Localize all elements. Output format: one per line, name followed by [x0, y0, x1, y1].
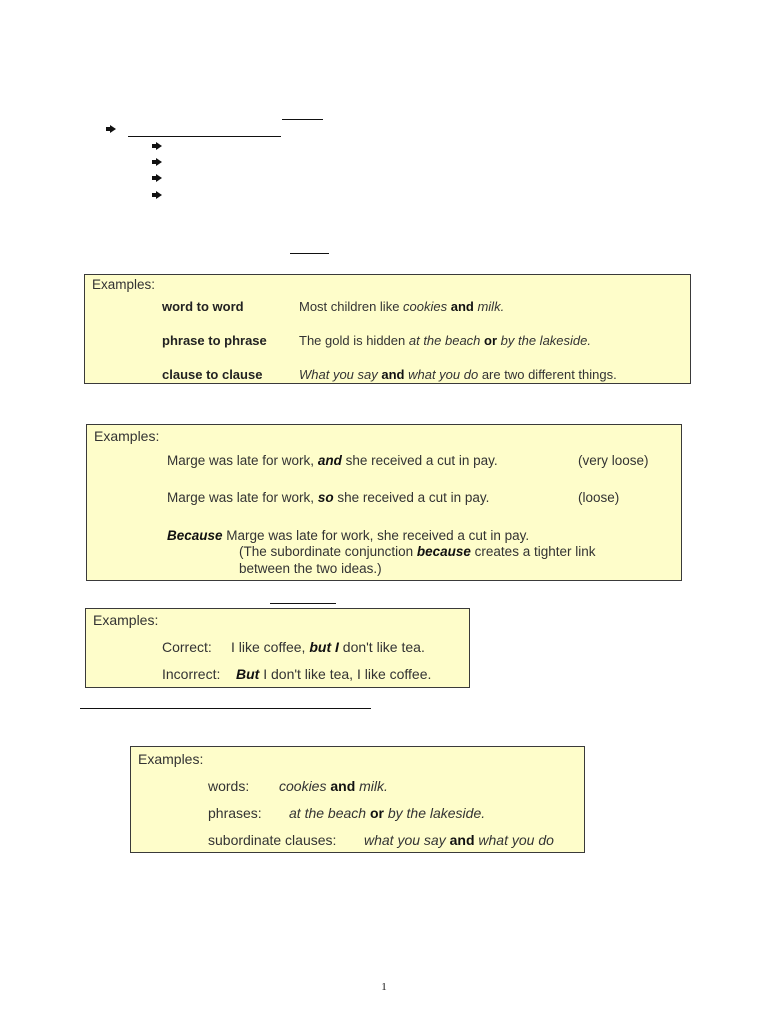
- heading-underline-1: [282, 119, 323, 120]
- example-sentence: What you say and what you do are two different things.: [299, 367, 617, 382]
- explanation-line: between the two ideas.): [239, 561, 382, 576]
- heading-underline-3: [270, 603, 336, 604]
- correct-label: Correct:: [162, 639, 212, 655]
- correct-example: I like coffee, but I don't like tea.: [231, 639, 425, 655]
- incorrect-example: But I don't like tea, I like coffee.: [236, 666, 432, 682]
- example-parallel: what you say and what you do: [364, 832, 554, 848]
- example-sentence: Marge was late for work, so she received a cut in pay.: [167, 490, 490, 505]
- sub-bullet-arrow-icon: [152, 174, 162, 182]
- example-parallel: cookies and milk.: [279, 778, 388, 794]
- example-sentence: The gold is hidden at the beach or by the lakeside.: [299, 333, 591, 348]
- heading-underline-2: [290, 253, 329, 254]
- looseness-note: (loose): [578, 490, 620, 505]
- examples-box-coordination: [84, 274, 691, 384]
- example-label: word to word: [162, 299, 244, 314]
- example-sentence: Marge was late for work, and she received a cut in pay.: [167, 453, 498, 468]
- sub-bullet-arrow-icon: [152, 191, 162, 199]
- example-label: phrase to phrase: [162, 333, 267, 348]
- examples-box-linking: [86, 424, 682, 581]
- explanation-line: (The subordinate conjunction because creates a tighter link: [239, 544, 596, 559]
- examples-header: Examples:: [93, 612, 159, 628]
- examples-header: Examples:: [92, 277, 156, 292]
- bullet-underline: [128, 136, 281, 137]
- heading-underline-4: [80, 708, 371, 709]
- example-label: clause to clause: [162, 367, 263, 382]
- examples-header: Examples:: [94, 428, 160, 444]
- bullet-arrow-icon: [106, 125, 116, 133]
- examples-header: Examples:: [138, 751, 204, 767]
- examples-box-parallel: [130, 746, 585, 853]
- examples-box-correct-incorrect: [85, 608, 470, 688]
- example-label: words:: [208, 778, 250, 794]
- example-sentence: Because Marge was late for work, she received a cut in pay.: [167, 528, 530, 543]
- example-label: phrases:: [208, 805, 262, 821]
- example-parallel: at the beach or by the lakeside.: [289, 805, 486, 821]
- incorrect-label: Incorrect:: [162, 666, 221, 682]
- sub-bullet-arrow-icon: [152, 158, 162, 166]
- sub-bullet-arrow-icon: [152, 142, 162, 150]
- page-number: 1: [381, 981, 387, 993]
- example-label: subordinate clauses:: [208, 832, 337, 848]
- example-sentence: Most children like cookies and milk.: [299, 299, 505, 314]
- looseness-note: (very loose): [578, 453, 649, 468]
